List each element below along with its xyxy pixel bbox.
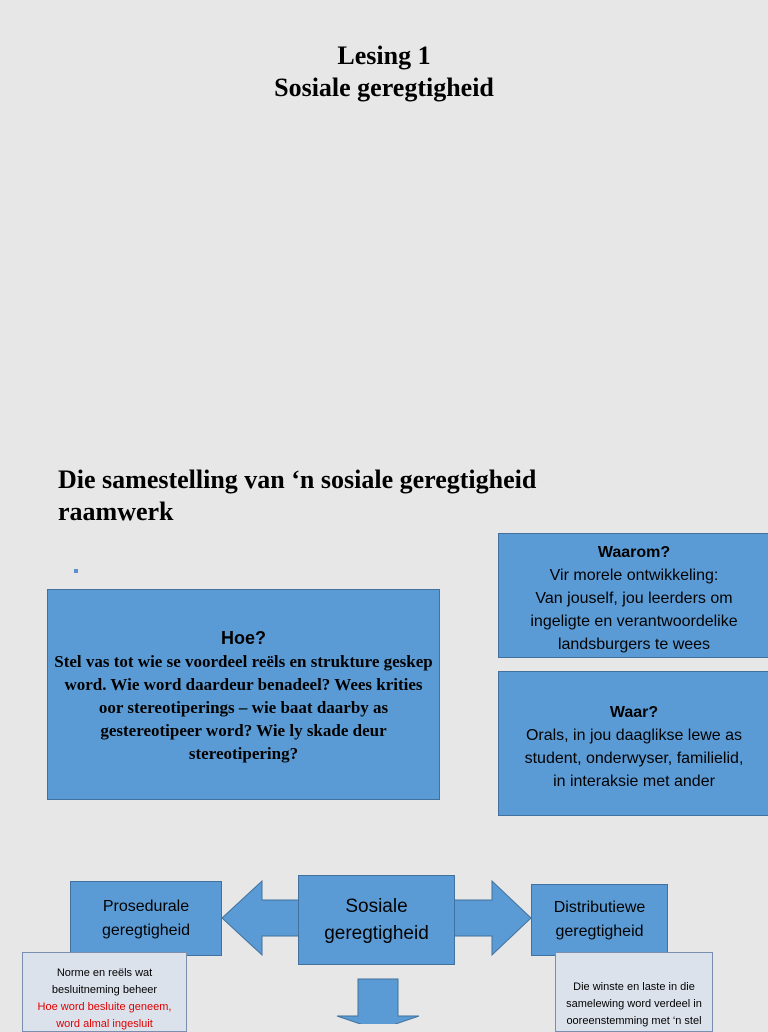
where-line: student, onderwyser, familielid, xyxy=(524,750,744,767)
note-line: Norme en reëls wat xyxy=(56,967,153,979)
distributive-line-1: Distributiewe xyxy=(553,899,646,916)
distributive-justice-box xyxy=(531,884,668,956)
title-line-2: Sosiale geregtigheid xyxy=(274,73,494,102)
social-justice-box xyxy=(298,875,455,965)
why-line: landsburgers te wees xyxy=(557,636,711,653)
procedural-line-2: geregtigheid xyxy=(101,921,191,939)
heading-line-2: raamwerk xyxy=(58,497,174,526)
social-line-1: Sosiale xyxy=(345,896,408,917)
down-arrow-icon xyxy=(337,979,419,1024)
procedural-note xyxy=(22,952,187,1032)
procedural-line-1: Prosedurale xyxy=(102,897,190,915)
how-question: Hoe? xyxy=(221,628,266,648)
procedural-justice-box xyxy=(70,881,222,956)
title-line-1: Lesing 1 xyxy=(337,41,431,70)
why-line: ingeligte en verantwoordelike xyxy=(530,613,738,630)
note-line: Die winste en laste in die xyxy=(573,981,695,993)
distributive-note xyxy=(555,952,713,1032)
left-arrow-icon xyxy=(222,881,300,955)
how-text: Stel vas tot wie se voordeel reëls en strukture geskep word. Wie word daardeur benadeel? Wees krities oor stereotiperings – wie baat daarby as gestereotipeer word? Wie ly skade deur stereotipering? xyxy=(54,652,433,763)
note-line: samelewing word verdeel in xyxy=(566,998,702,1010)
note-line: besluitneming beheer xyxy=(51,984,158,996)
right-arrow-icon xyxy=(454,881,531,955)
note-highlight-line: Hoe word besluite geneem, xyxy=(37,1001,172,1013)
where-line: Orals, in jou daaglikse lewe as xyxy=(525,727,743,744)
social-line-2: geregtigheid xyxy=(324,923,429,944)
why-question: Waarom? xyxy=(597,544,671,561)
heading-line-1: Die samestelling van ‘n sosiale geregtigheid xyxy=(58,465,537,494)
why-line: Vir morele ontwikkeling: xyxy=(549,567,719,584)
distributive-line-2: geregtigheid xyxy=(555,923,644,940)
why-line: Van jouself, jou leerders om xyxy=(535,590,733,607)
where-question: Waar? xyxy=(609,704,659,721)
note-line: ooreenstemming met ‘n stel xyxy=(566,1015,702,1027)
where-line: in interaksie met ander xyxy=(553,773,715,790)
note-highlight-line: word almal ingesluit xyxy=(56,1018,153,1030)
